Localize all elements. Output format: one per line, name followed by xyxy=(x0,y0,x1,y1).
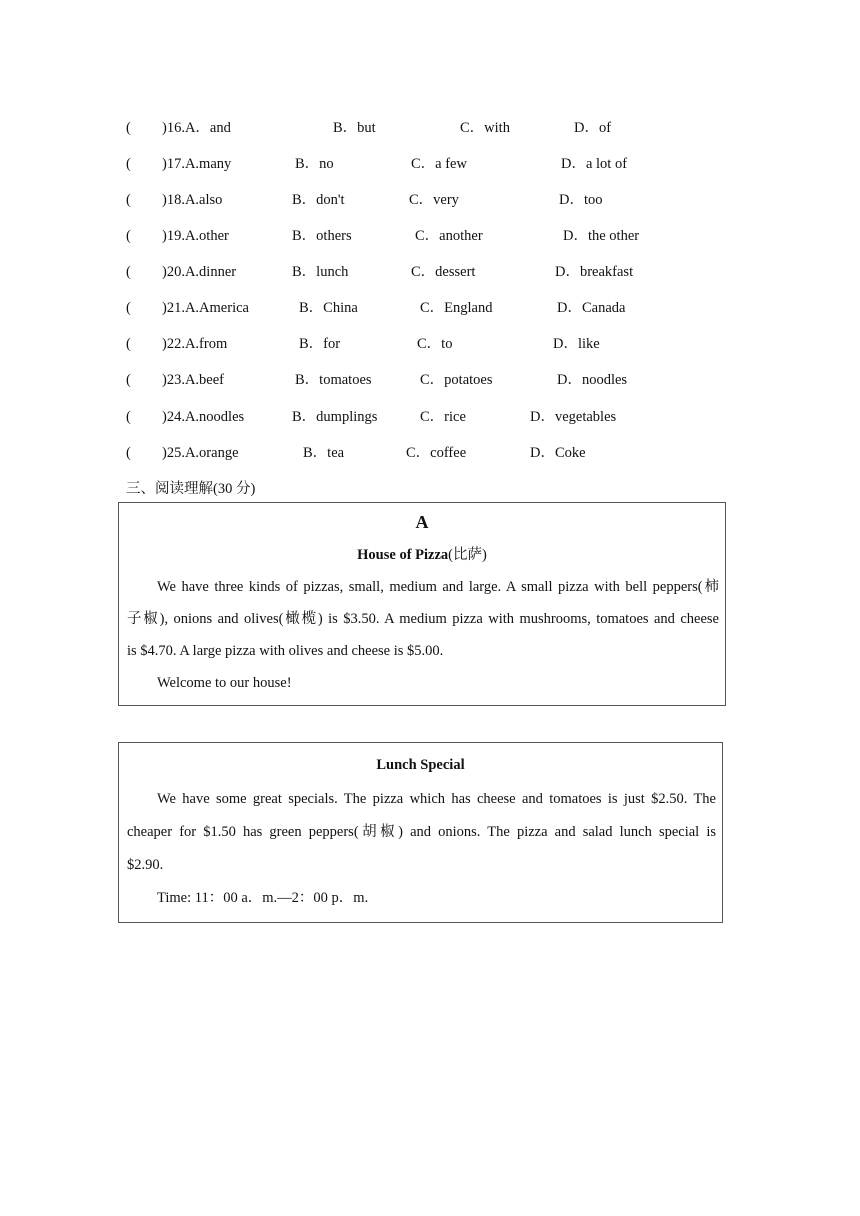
question-number-option-a: )23.A.beef xyxy=(162,372,225,388)
passage-b-line: Time: 11：00 a．m.—2：00 p．m. xyxy=(157,890,369,906)
option-d: D．Canada xyxy=(557,300,626,316)
option-d: D．noodles xyxy=(557,372,628,388)
option-d: D．like xyxy=(553,336,600,352)
question-number-option-a: )16.A．and xyxy=(162,120,231,136)
option-d: D．of xyxy=(574,120,612,136)
option-b: B．lunch xyxy=(292,264,349,280)
answer-blank: ( xyxy=(126,192,131,208)
answer-blank: ( xyxy=(126,228,131,244)
option-d: D．Coke xyxy=(530,445,586,461)
answer-blank: ( xyxy=(126,156,131,172)
passage-a-line: 子椒), onions and olives(橄榄) is $3.50. A medium pizza with mushrooms, tomatoes and cheese xyxy=(127,611,719,627)
option-d: D．breakfast xyxy=(555,264,634,280)
option-b: B．don't xyxy=(292,192,345,208)
question-number-option-a: )19.A.other xyxy=(162,228,229,244)
passage-b-body xyxy=(127,783,716,915)
question-number-option-a: )20.A.dinner xyxy=(162,264,237,280)
option-d: D．a lot of xyxy=(561,156,628,172)
answer-blank: ( xyxy=(126,300,131,316)
passage-a-title xyxy=(119,545,725,565)
passage-a-body xyxy=(127,571,719,699)
question-number-option-a: )18.A.also xyxy=(162,192,223,208)
passage-b-line: cheaper for $1.50 has green peppers(胡椒) and onions. The pizza and salad lunch special is xyxy=(127,824,716,840)
passage-a-title-en: House of Pizza xyxy=(357,547,449,563)
option-c: C．coffee xyxy=(406,445,467,461)
option-b: B．China xyxy=(299,300,358,316)
passage-a-line: Welcome to our house! xyxy=(157,675,292,691)
option-b: B．but xyxy=(333,120,376,136)
option-c: C．rice xyxy=(420,409,466,425)
option-d: D．vegetables xyxy=(530,409,617,425)
section-title: 三、阅读理解(30 分) xyxy=(126,481,256,497)
passage-a-line: We have three kinds of pizzas, small, medium and large. A small pizza with bell peppers(柿 xyxy=(157,579,719,595)
question-number-option-a: )25.A.orange xyxy=(162,445,239,461)
passage-b-line: $2.90. xyxy=(127,857,164,873)
option-d: D．too xyxy=(559,192,603,208)
question-number-option-a: )24.A.noodles xyxy=(162,409,245,425)
answer-blank: ( xyxy=(126,372,131,388)
option-c: C．a few xyxy=(411,156,467,172)
answer-blank: ( xyxy=(126,264,131,280)
question-number-option-a: )17.A.many xyxy=(162,156,232,172)
passage-letter: A xyxy=(415,512,429,532)
answer-blank: ( xyxy=(126,336,131,352)
option-b: B．for xyxy=(299,336,341,352)
passage-a-box xyxy=(118,502,726,706)
answer-blank: ( xyxy=(126,409,131,425)
option-b: B．dumplings xyxy=(292,409,378,425)
option-c: C．dessert xyxy=(411,264,476,280)
passage-a-line: is $4.70. A large pizza with olives and cheese is $5.00. xyxy=(127,643,444,659)
passage-a-title-cn: (比萨) xyxy=(448,547,487,563)
option-b: B．no xyxy=(295,156,334,172)
option-b: B．others xyxy=(292,228,352,244)
option-c: C．England xyxy=(420,300,493,316)
passage-b-box xyxy=(118,742,723,923)
question-number-option-a: )21.A.America xyxy=(162,300,249,316)
option-b: B．tomatoes xyxy=(295,372,372,388)
option-c: C．potatoes xyxy=(420,372,493,388)
option-c: C．another xyxy=(415,228,483,244)
option-c: C．to xyxy=(417,336,453,352)
answer-blank: ( xyxy=(126,120,131,136)
answer-blank: ( xyxy=(126,445,131,461)
passage-b-title: Lunch Special xyxy=(376,757,465,773)
option-b: B．tea xyxy=(303,445,345,461)
option-c: C．very xyxy=(409,192,459,208)
option-c: C．with xyxy=(460,120,510,136)
passage-b-line: We have some great specials. The pizza which has cheese and tomatoes is just $2.50. The xyxy=(157,791,716,807)
option-d: D．the other xyxy=(563,228,640,244)
question-number-option-a: )22.A.from xyxy=(162,336,228,352)
